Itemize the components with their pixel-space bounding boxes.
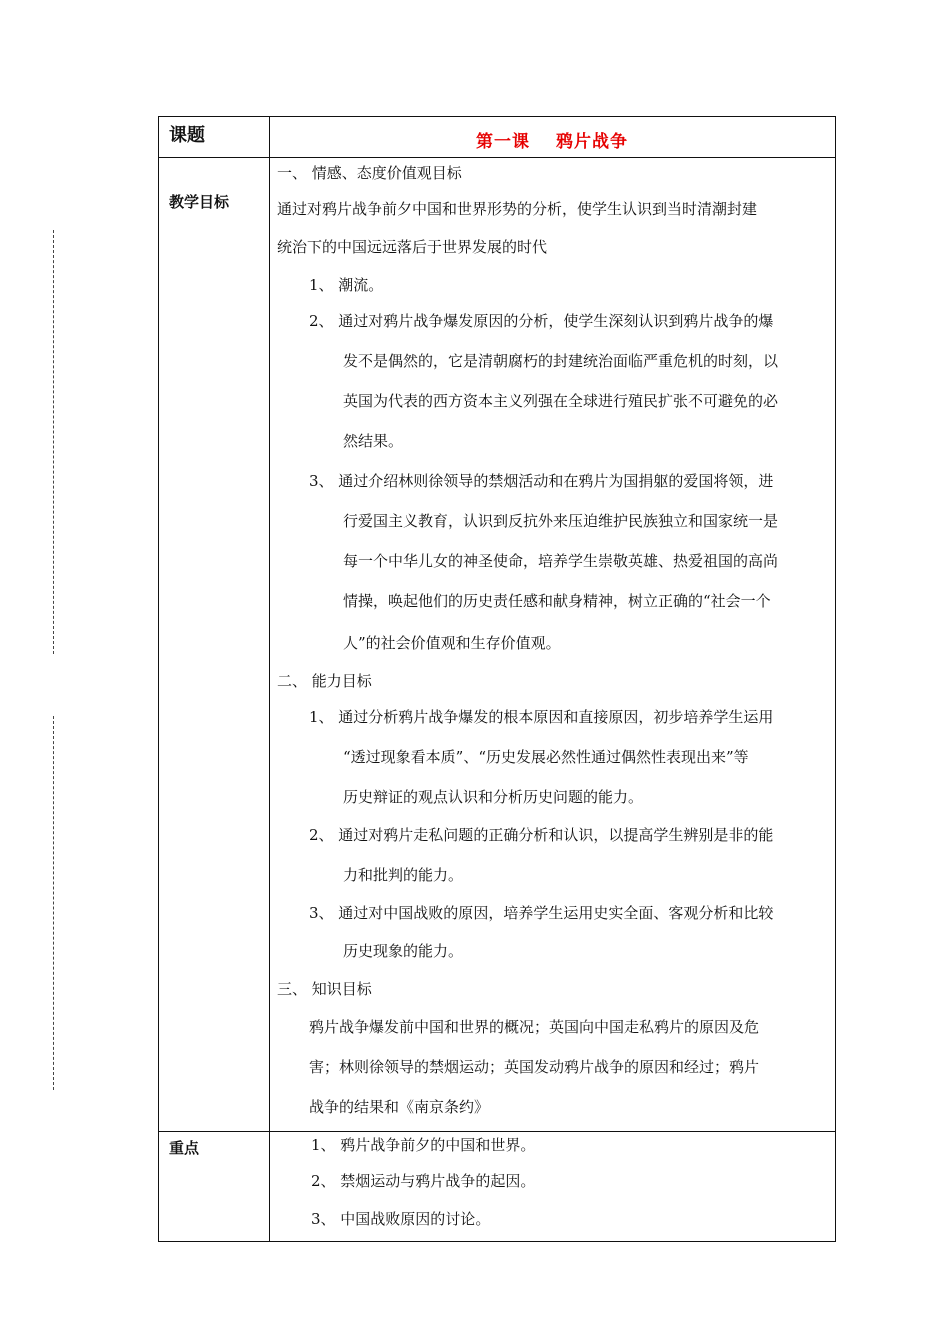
list-item: 1、 通过分析鸦片战争爆发的根本原因和直接原因，初步培养学生运用 — [309, 708, 774, 726]
key-point-item: 3、 中国战败原因的讨论。 — [311, 1210, 491, 1228]
list-item-continuation: 人”的社会价值观和生存价值观。 — [343, 634, 561, 652]
list-item: 3、 通过介绍林则徐领导的禁烟活动和在鸦片为国捐躯的爱国将领，进 — [309, 472, 774, 490]
list-item: 2、 通过对鸦片战争爆发原因的分析，使学生深刻认识到鸦片战争的爆 — [309, 312, 774, 330]
list-item-continuation: 然结果。 — [343, 432, 404, 450]
goals-intro-line: 统治下的中国远远落后于世界发展的时代 — [277, 238, 548, 256]
title-label: 课题 — [169, 125, 205, 146]
list-item-continuation: 历史辩证的观点认识和分析历史问题的能力。 — [343, 788, 644, 806]
key-point-item: 1、 鸦片战争前夕的中国和世界。 — [311, 1136, 536, 1154]
section3-heading: 三、 知识目标 — [277, 980, 372, 998]
list-item-continuation: 行爱国主义教育，认识到反抗外来压迫维护民族独立和国家统一是 — [343, 512, 779, 530]
knowledge-text-line: 害；林则徐领导的禁烟运动；英国发动鸦片战争的原因和经过；鸦片 — [309, 1058, 760, 1076]
lesson-plan-table — [158, 116, 836, 1242]
knowledge-text-line: 鸦片战争爆发前中国和世界的概况；英国向中国走私鸦片的原因及危 — [309, 1018, 760, 1036]
key-points-label: 重点 — [169, 1139, 200, 1157]
binding-margin-line-lower — [53, 716, 54, 1090]
list-item: 3、 通过对中国战败的原因，培养学生运用史实全面、客观分析和比较 — [309, 904, 774, 922]
key-point-item: 2、 禁烟运动与鸦片战争的起因。 — [311, 1172, 536, 1190]
list-item-continuation: 英国为代表的西方资本主义列强在全球进行殖民扩张不可避免的必 — [343, 392, 779, 410]
lesson-number: 第一课 — [476, 132, 530, 152]
knowledge-text-line: 战争的结果和《南京条约》 — [309, 1098, 490, 1116]
list-item-continuation: 发不是偶然的，它是清朝腐朽的封建统治面临严重危机的时刻，以 — [343, 352, 779, 370]
list-item-continuation: 力和批判的能力。 — [343, 866, 464, 884]
list-item: 2、 通过对鸦片走私问题的正确分析和认识，以提高学生辨别是非的能 — [309, 826, 774, 844]
list-item-continuation: 每一个中华儿女的神圣使命，培养学生崇敬英雄、热爱祖国的高尚 — [343, 552, 779, 570]
section2-heading: 二、 能力目标 — [277, 672, 372, 690]
lesson-topic: 鸦片战争 — [556, 132, 628, 152]
section1-heading: 一、 情感、态度价值观目标 — [277, 164, 462, 182]
row-divider-title — [159, 157, 835, 158]
list-item-continuation: 情操，唤起他们的历史责任感和献身精神，树立正确的“社会一个 — [343, 592, 771, 610]
list-item-continuation: 历史现象的能力。 — [343, 942, 464, 960]
list-item-continuation: “透过现象看本质”、“历史发展必然性通过偶然性表现出来”等 — [343, 748, 749, 766]
binding-margin-line-upper — [53, 230, 54, 654]
lesson-title — [269, 127, 835, 152]
goals-label: 教学目标 — [169, 193, 230, 211]
column-divider — [269, 117, 270, 1241]
goals-intro-line: 通过对鸦片战争前夕中国和世界形势的分析，使学生认识到当时清潮封建 — [277, 200, 758, 218]
list-item: 1、 潮流。 — [309, 276, 384, 294]
